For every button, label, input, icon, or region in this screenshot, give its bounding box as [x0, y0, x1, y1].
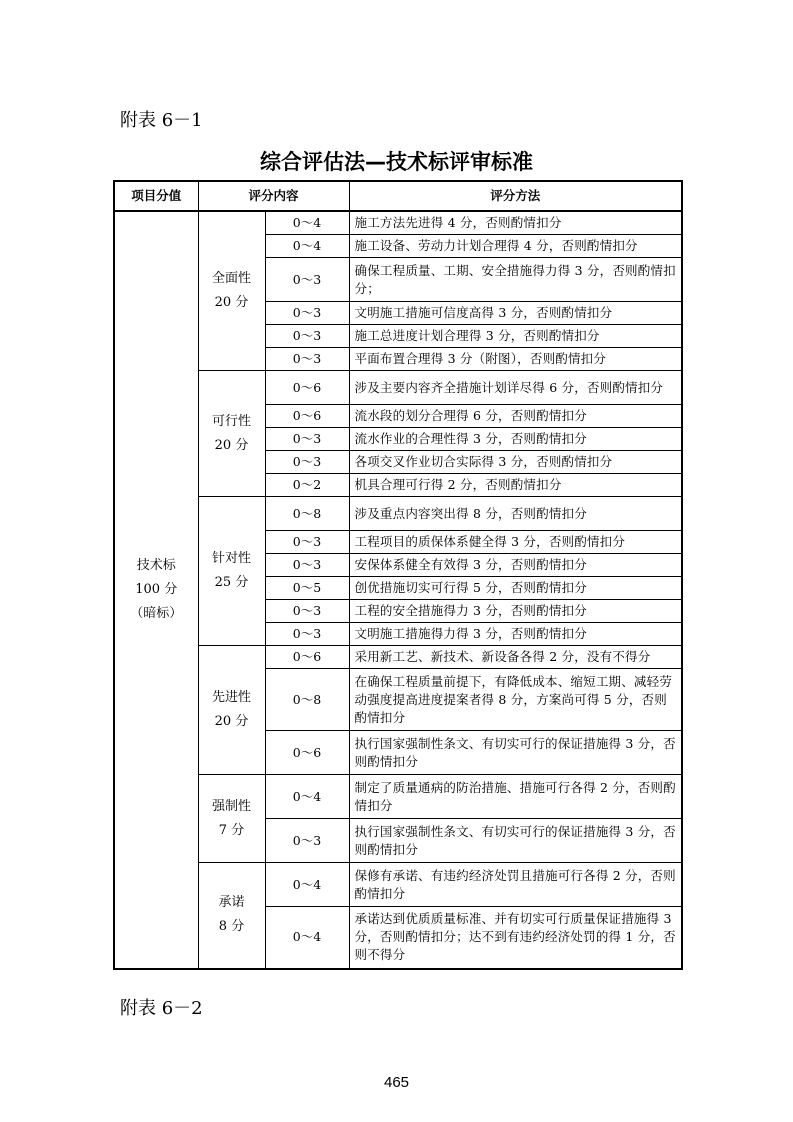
table-row [114, 497, 682, 531]
scoring-method: 各项交叉作业切合实际得 3 分，否则酌情扣分 [349, 451, 682, 474]
subcategory-points: 7 分 [218, 822, 245, 838]
scoring-method: 涉及重点内容突出得 8 分，否则酌情扣分 [349, 497, 682, 531]
score-range: 0～3 [265, 623, 349, 646]
subcategory-name: 承诺 [218, 895, 245, 911]
scoring-method: 流水段的划分合理得 6 分，否则酌情扣分 [349, 405, 682, 428]
subcategory-points: 20 分 [214, 295, 249, 310]
score-range: 0～3 [265, 428, 349, 451]
header-content: 评分内容 [198, 181, 349, 211]
category-cell [114, 211, 198, 969]
scoring-method: 采用新工艺、新技术、新设备各得 2 分，没有不得分 [349, 646, 682, 669]
scoring-method: 文明施工措施得力得 3 分，否则酌情扣分 [349, 623, 682, 646]
score-range: 0～6 [265, 405, 349, 428]
score-range: 0～4 [265, 863, 349, 907]
subcategory-cell [198, 775, 265, 863]
score-range: 0～4 [265, 907, 349, 969]
subcategory-cell [198, 371, 265, 497]
scoring-method: 施工总进度计划合理得 3 分，否则酌情扣分 [349, 325, 682, 348]
scoring-method: 创优措施切实可行得 5 分，否则酌情扣分 [349, 577, 682, 600]
scoring-method: 安保体系健全有效得 3 分，否则酌情扣分 [349, 554, 682, 577]
scoring-method: 制定了质量通病的防治措施、措施可行各得 2 分，否则酌情扣分 [349, 775, 682, 819]
table-label-top: 附表 6－1 [120, 110, 203, 131]
table-label-bottom: 附表 6－2 [120, 998, 203, 1019]
scoring-method: 执行国家强制性条文、有切实可行的保证措施得 3 分，否则酌情扣分 [349, 819, 682, 863]
subcategory-points: 25 分 [214, 575, 249, 590]
scoring-method: 流水作业的合理性得 3 分，否则酌情扣分 [349, 428, 682, 451]
score-range: 0～3 [265, 302, 349, 325]
score-range: 0～3 [265, 531, 349, 554]
scoring-table-container [113, 180, 681, 970]
scoring-method: 涉及主要内容齐全措施计划详尽得 6 分，否则酌情扣分 [349, 371, 682, 405]
header-item-score: 项目分值 [114, 181, 198, 211]
scoring-method: 保修有承诺、有违约经济处罚且措施可行各得 2 分，否则酌情扣分 [349, 863, 682, 907]
score-range: 0～6 [265, 731, 349, 775]
page-title: 综合评估法—技术标评审标准 [260, 150, 533, 174]
table-body [114, 211, 682, 969]
score-range: 0～3 [265, 451, 349, 474]
subcategory-cell [198, 863, 265, 969]
subcategory-cell [198, 497, 265, 646]
subcategory-name: 全面性 [211, 271, 251, 286]
score-range: 0～3 [265, 600, 349, 623]
table-row [114, 646, 682, 669]
score-range: 0～3 [265, 819, 349, 863]
table-header-row [114, 181, 682, 211]
subcategory-points: 20 分 [214, 437, 249, 453]
score-range: 0～6 [265, 646, 349, 669]
table-row [114, 775, 682, 819]
subcategory-cell [198, 211, 265, 371]
score-range: 0～4 [265, 211, 349, 235]
table-row [114, 863, 682, 907]
score-range: 0～6 [265, 371, 349, 405]
scoring-method: 施工设备、劳动力计划合理得 4 分，否则酌情扣分 [349, 235, 682, 258]
score-range: 0～8 [265, 497, 349, 531]
scoring-method: 在确保工程质量前提下，有降低成本、缩短工期、减轻劳动强度提高进度提案者得 8 分，方案尚可得 5 分，否则酌情扣分 [349, 669, 682, 731]
scoring-method: 施工方法先进得 4 分，否则酌情扣分 [349, 211, 682, 235]
score-range: 0～4 [265, 775, 349, 819]
subcategory-name: 可行性 [211, 413, 251, 429]
score-range: 0～3 [265, 554, 349, 577]
score-range: 0～2 [265, 474, 349, 497]
scoring-method: 文明施工措施可信度高得 3 分，否则酌情扣分 [349, 302, 682, 325]
score-range: 0～8 [265, 669, 349, 731]
subcategory-cell [198, 646, 265, 775]
score-range: 0～4 [265, 235, 349, 258]
scoring-method: 工程项目的质保体系健全得 3 分，否则酌情扣分 [349, 531, 682, 554]
table-row [114, 211, 682, 235]
category-points: 100 分 [135, 581, 178, 597]
scoring-method: 承诺达到优质质量标准、并有切实可行质量保证措施得 3 分，否则酌情扣分；达不到有违约经济处罚的得 1 分，否则不得分 [349, 907, 682, 969]
subcategory-name: 针对性 [211, 551, 251, 566]
score-range: 0～3 [265, 325, 349, 348]
score-range: 0～3 [265, 348, 349, 371]
scoring-method: 执行国家强制性条文、有切实可行的保证措施得 3 分，否则酌情扣分 [349, 731, 682, 775]
subcategory-points: 8 分 [218, 919, 245, 935]
subcategory-points: 20 分 [214, 714, 249, 729]
subcategory-name: 先进性 [211, 690, 251, 705]
scoring-method: 确保工程质量、工期、安全措施得力得 3 分，否则酌情扣分； [349, 258, 682, 302]
category-note: （暗标） [130, 605, 183, 621]
subcategory-name: 强制性 [211, 798, 251, 814]
header-method: 评分方法 [349, 181, 682, 211]
scoring-method: 机具合理可行得 2 分，否则酌情扣分 [349, 474, 682, 497]
score-range: 0～3 [265, 258, 349, 302]
score-range: 0～5 [265, 577, 349, 600]
scoring-method: 工程的安全措施得力 3 分，否则酌情扣分 [349, 600, 682, 623]
scoring-table [113, 180, 683, 970]
scoring-method: 平面布置合理得 3 分（附图），否则酌情扣分 [349, 348, 682, 371]
page-number: 465 [383, 1074, 410, 1091]
table-row [114, 371, 682, 405]
category-name: 技术标 [136, 557, 176, 573]
